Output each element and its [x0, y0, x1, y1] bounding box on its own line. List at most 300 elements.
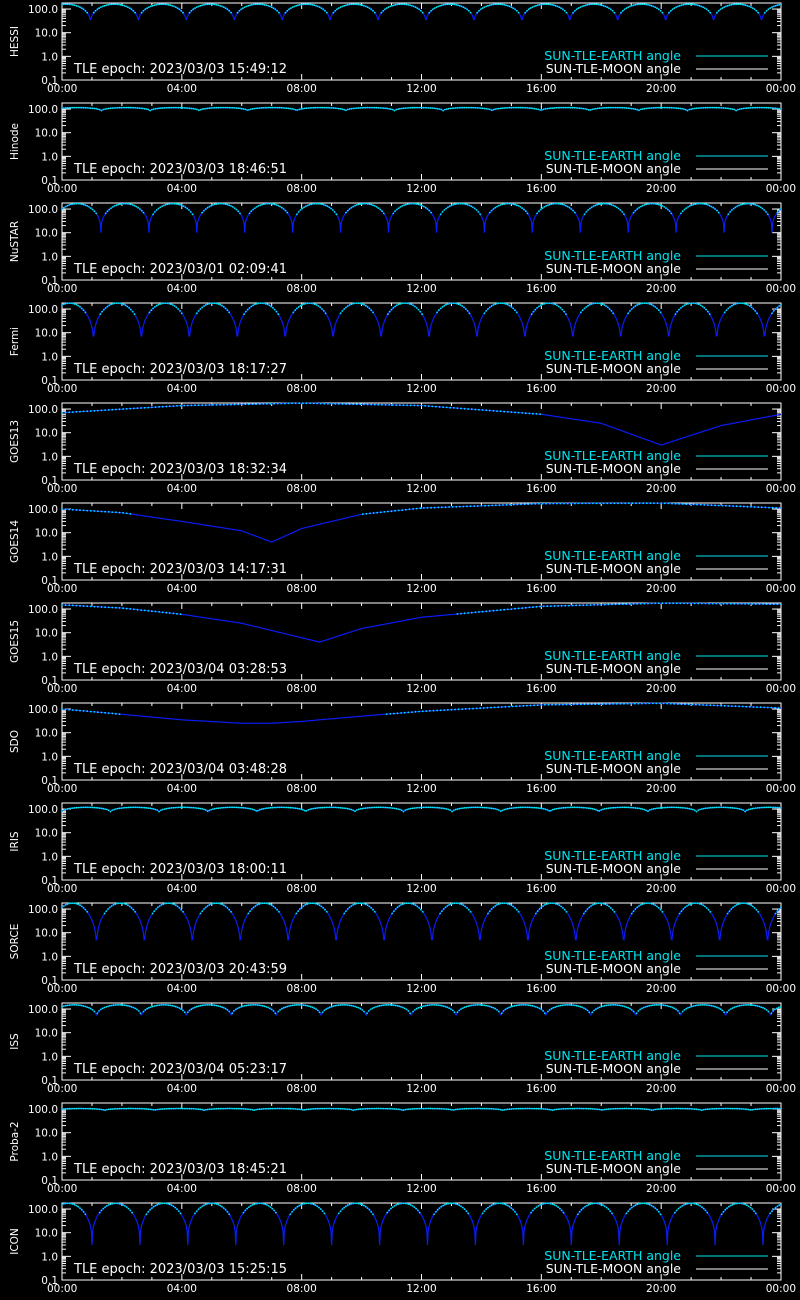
sun-tle-earth-point: [410, 203, 412, 205]
x-tick-label: 20:00: [646, 483, 677, 495]
sun-tle-earth-point: [86, 1006, 88, 1008]
sun-tle-earth-point: [697, 1109, 699, 1111]
sun-tle-earth-point: [556, 304, 558, 306]
sun-tle-earth-point: [261, 204, 263, 206]
y-tick-label: 1.0: [41, 251, 58, 264]
sun-tle-earth-point: [701, 603, 703, 605]
sun-tle-earth-point: [457, 407, 459, 409]
sun-tle-earth-point: [252, 304, 254, 306]
sun-tle-earth-point: [485, 807, 487, 809]
sun-tle-earth-point: [250, 108, 252, 110]
y-tick-label: 1.0: [41, 1151, 58, 1164]
sun-tle-earth-point: [629, 310, 631, 312]
sun-tle-earth-point: [595, 108, 597, 110]
sun-tle-earth-point: [447, 206, 449, 208]
sun-tle-earth-point: [753, 808, 755, 810]
sun-tle-earth-point: [626, 807, 628, 809]
sun-tle-earth-point: [520, 807, 522, 809]
sun-tle-earth-point: [122, 1108, 124, 1110]
sun-tle-earth-point: [234, 207, 236, 209]
sun-tle-earth-point: [247, 913, 249, 915]
sun-tle-earth-point: [708, 603, 710, 605]
sun-tle-earth-point: [179, 1007, 181, 1009]
sun-tle-earth-point: [426, 806, 428, 808]
sun-tle-earth-point: [322, 907, 324, 909]
y-tick-label: 10.0: [34, 927, 58, 940]
sun-tle-earth-point: [356, 1109, 358, 1111]
sun-tle-earth-point: [424, 807, 426, 809]
sun-tle-earth-point: [216, 1005, 218, 1007]
sun-tle-earth-point: [260, 3, 262, 5]
sun-tle-earth-point: [476, 806, 478, 808]
sun-tle-earth-point: [63, 207, 65, 209]
sun-tle-earth-point: [114, 1004, 116, 1006]
sun-tle-earth-point: [599, 902, 601, 904]
y-tick-label: 0.1: [41, 375, 58, 387]
sun-tle-earth-point: [264, 4, 266, 6]
sun-tle-earth-point: [511, 6, 513, 8]
sun-tle-earth-point: [412, 1108, 414, 1110]
sun-tle-earth-point: [736, 3, 738, 5]
sun-tle-earth-point: [189, 1010, 191, 1012]
sun-tle-earth-point: [610, 907, 612, 909]
sun-tle-earth-point: [618, 208, 620, 210]
sun-tle-earth-point: [119, 303, 121, 305]
sun-tle-earth-point: [374, 807, 376, 809]
sun-tle-earth-point: [237, 1008, 239, 1010]
sun-tle-earth-point: [469, 807, 471, 809]
sun-tle-earth-point: [97, 1108, 99, 1110]
sun-tle-earth-point: [162, 406, 164, 408]
sun-tle-earth-point: [379, 1005, 381, 1007]
sun-tle-earth-point: [649, 1109, 651, 1111]
sun-tle-earth-point: [595, 1108, 597, 1110]
sun-tle-earth-point: [491, 807, 493, 809]
sun-tle-earth-point: [735, 303, 737, 305]
sun-tle-earth-point: [140, 1108, 142, 1110]
sun-tle-earth-point: [675, 313, 677, 315]
sun-tle-earth-point: [470, 911, 472, 913]
sun-tle-earth-point: [593, 1108, 595, 1110]
sun-tle-earth-point: [163, 302, 165, 304]
sun-tle-earth-point: [760, 1006, 762, 1008]
sun-tle-earth-point: [756, 10, 758, 12]
sun-tle-earth-point: [720, 8, 722, 10]
sun-tle-earth-point: [775, 507, 777, 509]
sun-tle-earth-point: [584, 807, 586, 809]
sun-tle-earth-point: [455, 809, 457, 811]
sun-tle-earth-point: [615, 603, 617, 605]
sun-tle-earth-point: [295, 109, 297, 111]
sun-tle-earth-point: [234, 404, 236, 406]
sun-tle-earth-point: [307, 809, 309, 811]
sun-tle-earth-point: [104, 1007, 106, 1009]
sun-tle-earth-point: [464, 906, 466, 908]
sun-tle-earth-point: [558, 306, 560, 308]
sun-tle-earth-point: [150, 1006, 152, 1008]
sun-tle-earth-point: [280, 107, 282, 109]
sun-tle-earth-point: [122, 807, 124, 809]
sun-tle-earth-point: [744, 811, 746, 813]
sun-tle-earth-point: [331, 1006, 333, 1008]
sun-tle-earth-point: [651, 107, 653, 109]
sun-tle-earth-point: [561, 204, 563, 206]
sun-tle-earth-point: [430, 212, 432, 214]
sun-tle-earth-point: [265, 4, 267, 6]
sun-tle-earth-point: [352, 403, 354, 405]
sun-tle-earth-point: [534, 807, 536, 809]
sun-tle-earth-point: [86, 12, 88, 14]
sun-tle-earth-point: [709, 704, 711, 706]
sun-tle-earth-point: [102, 1008, 104, 1010]
sun-tle-earth-point: [498, 903, 500, 905]
sun-tle-earth-point: [285, 210, 287, 212]
sun-tle-earth-point: [503, 107, 505, 109]
x-tick-label: 00:00: [47, 1083, 78, 1095]
sun-tle-earth-point: [738, 205, 740, 207]
sun-tle-earth-point: [198, 109, 200, 111]
sun-tle-earth-point: [445, 906, 447, 908]
sun-tle-earth-point: [311, 107, 313, 109]
sun-tle-earth-point: [746, 1108, 748, 1110]
sun-tle-earth-point: [775, 107, 777, 109]
sun-tle-earth-point: [621, 211, 623, 213]
sun-tle-earth-point: [775, 1108, 777, 1110]
sun-tle-earth-point: [349, 1109, 351, 1111]
legend-moon-label: SUN-TLE-MOON angle: [545, 1161, 681, 1176]
sun-tle-earth-point: [611, 1108, 613, 1110]
sun-tle-earth-point: [729, 910, 731, 912]
sun-tle-earth-point: [373, 512, 375, 514]
sun-tle-earth-point: [691, 3, 693, 5]
sun-tle-earth-point: [300, 108, 302, 110]
sun-tle-earth-point: [754, 204, 756, 206]
sun-tle-earth-point: [723, 807, 725, 809]
sun-tle-earth-point: [252, 403, 254, 405]
sun-tle-earth-point: [478, 211, 480, 213]
sun-tle-earth-point: [367, 6, 369, 8]
sun-tle-earth-point: [70, 902, 72, 904]
sun-tle-earth-point: [412, 304, 414, 306]
sun-tle-earth-point: [671, 213, 673, 215]
sun-tle-earth-point: [111, 1005, 113, 1007]
sun-tle-earth-point: [602, 107, 604, 109]
sun-tle-earth-point: [200, 1005, 202, 1007]
sun-tle-earth-point: [635, 305, 637, 307]
sun-tle-earth-point: [107, 908, 109, 910]
sun-tle-earth-point: [404, 1008, 406, 1010]
sun-tle-earth-point: [155, 809, 157, 811]
sun-tle-earth-point: [117, 808, 119, 810]
sun-tle-earth-point: [678, 503, 680, 505]
sun-tle-earth-point: [247, 309, 249, 311]
sun-tle-earth-point: [63, 1005, 65, 1007]
sun-tle-earth-point: [587, 1010, 589, 1012]
sun-tle-earth-point: [410, 304, 412, 306]
sun-tle-earth-point: [753, 1109, 755, 1111]
sun-tle-earth-point: [313, 1007, 315, 1009]
sun-tle-earth-point: [170, 1005, 172, 1007]
sun-tle-earth-point: [600, 303, 602, 305]
sun-tle-earth-point: [633, 603, 635, 605]
sun-tle-earth-point: [417, 405, 419, 407]
sun-tle-earth-point: [489, 807, 491, 809]
sun-tle-earth-point: [511, 203, 513, 205]
sun-tle-earth-point: [778, 1007, 780, 1009]
sun-tle-earth-point: [196, 109, 198, 111]
sun-tle-earth-point: [356, 204, 358, 206]
sun-tle-earth-point: [83, 309, 85, 311]
sun-tle-earth-point: [119, 203, 121, 205]
sun-tle-earth-point: [629, 108, 631, 110]
sun-tle-earth-point: [509, 305, 511, 307]
sun-tle-earth-point: [390, 1108, 392, 1110]
sun-tle-earth-point: [122, 408, 124, 410]
sun-tle-earth-point: [135, 806, 137, 808]
sun-tle-earth-point: [399, 108, 401, 110]
sun-tle-earth-point: [119, 607, 121, 609]
sun-tle-earth-point: [321, 906, 323, 908]
x-tick-label: 16:00: [526, 183, 557, 195]
sun-tle-earth-point: [658, 8, 660, 10]
sun-tle-earth-point: [536, 1108, 538, 1110]
sun-tle-earth-point: [65, 206, 67, 208]
sun-tle-earth-point: [136, 1009, 138, 1011]
sun-tle-earth-point: [496, 206, 498, 208]
sun-tle-earth-point: [61, 208, 63, 210]
sun-tle-earth-point: [407, 203, 409, 205]
sun-tle-earth-point: [313, 4, 315, 6]
sun-tle-earth-point: [210, 1004, 212, 1006]
sun-tle-earth-point: [536, 606, 538, 608]
sun-tle-earth-point: [97, 410, 99, 412]
sun-tle-earth-point: [419, 107, 421, 109]
sun-tle-earth-point: [396, 304, 398, 306]
sun-tle-earth-point: [435, 1108, 437, 1110]
sun-tle-earth-point: [641, 703, 643, 705]
sun-tle-earth-point: [717, 107, 719, 109]
sun-tle-earth-point: [645, 302, 647, 304]
sun-tle-earth-point: [599, 4, 601, 6]
sun-tle-earth-point: [579, 604, 581, 606]
sun-tle-earth-point: [561, 1108, 563, 1110]
sun-tle-earth-point: [317, 903, 319, 905]
sun-tle-earth-point: [489, 307, 491, 309]
sun-tle-earth-point: [620, 1005, 622, 1007]
sun-tle-earth-point: [545, 205, 547, 207]
sun-tle-earth-point: [367, 1108, 369, 1110]
sun-tle-earth-point: [699, 704, 701, 706]
sun-tle-earth-point: [458, 708, 460, 710]
sun-tle-earth-point: [174, 807, 176, 809]
sun-tle-earth-point: [626, 1006, 628, 1008]
sun-tle-earth-point: [403, 1109, 405, 1111]
sun-tle-earth-point: [469, 312, 471, 314]
sun-tle-earth-point: [270, 1108, 272, 1110]
legend-moon-label: SUN-TLE-MOON angle: [545, 161, 681, 176]
sun-tle-earth-point: [406, 107, 408, 109]
sun-tle-earth-point: [570, 1004, 572, 1006]
sun-tle-earth-point: [321, 7, 323, 9]
sun-tle-earth-point: [775, 807, 777, 809]
sun-tle-earth-point: [628, 502, 630, 504]
sun-tle-earth-point: [597, 604, 599, 606]
sun-tle-earth-point: [201, 1109, 203, 1111]
sun-tle-earth-point: [441, 4, 443, 6]
sun-tle-earth-point: [119, 807, 121, 809]
sun-tle-earth-point: [756, 312, 758, 314]
sun-tle-earth-point: [76, 807, 78, 809]
sun-tle-earth-point: [404, 809, 406, 811]
panel-ylabel: Hinode: [9, 122, 21, 161]
sun-tle-earth-point: [500, 903, 502, 905]
x-tick-label: 16:00: [526, 683, 557, 695]
sun-tle-earth-point: [515, 705, 517, 707]
sun-tle-earth-point: [709, 313, 711, 315]
sun-tle-earth-point: [588, 109, 590, 111]
sun-tle-earth-point: [660, 807, 662, 809]
sun-tle-earth-point: [690, 108, 692, 110]
sun-tle-earth-point: [259, 107, 261, 109]
sun-tle-earth-point: [414, 203, 416, 205]
sun-tle-earth-point: [61, 304, 63, 306]
sun-tle-earth-point: [360, 808, 362, 810]
sun-tle-earth-point: [750, 506, 752, 508]
sun-tle-earth-point: [540, 704, 542, 706]
sun-tle-earth-point: [307, 107, 309, 109]
x-tick-label: 12:00: [406, 1083, 437, 1095]
sun-tle-earth-point: [717, 705, 719, 707]
sun-tle-earth-point: [712, 1108, 714, 1110]
sun-tle-earth-point: [259, 809, 261, 811]
sun-tle-earth-point: [420, 10, 422, 12]
sun-tle-earth-point: [345, 212, 347, 214]
sun-tle-earth-point: [97, 1012, 99, 1014]
sun-tle-earth-point: [210, 3, 212, 5]
sun-tle-earth-point: [725, 6, 727, 8]
sun-tle-earth-point: [192, 1007, 194, 1009]
sun-tle-earth-point: [700, 203, 702, 205]
sun-tle-earth-point: [647, 1109, 649, 1111]
sun-tle-earth-point: [724, 107, 726, 109]
sun-tle-earth-point: [455, 1109, 457, 1111]
sun-tle-earth-point: [777, 1108, 779, 1110]
sun-tle-earth-point: [133, 107, 135, 109]
sun-tle-earth-point: [672, 806, 674, 808]
sun-tle-earth-point: [621, 502, 623, 504]
sun-tle-earth-point: [566, 807, 568, 809]
sun-tle-earth-point: [146, 1008, 148, 1010]
sun-tle-earth-point: [210, 809, 212, 811]
sun-tle-earth-point: [324, 10, 326, 12]
sun-tle-earth-point: [130, 204, 132, 206]
sun-tle-earth-point: [156, 108, 158, 110]
sun-tle-earth-point: [682, 210, 684, 212]
y-tick-label: 100.0: [27, 304, 58, 317]
sun-tle-earth-point: [398, 905, 400, 907]
sun-tle-earth-point: [391, 510, 393, 512]
sun-tle-earth-point: [342, 1004, 344, 1006]
tle-epoch-label: TLE epoch: 2023/03/03 18:17:27: [74, 362, 288, 377]
sun-tle-earth-point: [531, 6, 533, 8]
sun-tle-earth-point: [607, 307, 609, 309]
sun-tle-earth-point: [613, 1108, 615, 1110]
sun-tle-earth-point: [279, 206, 281, 208]
sun-tle-earth-point: [511, 107, 513, 109]
sun-tle-earth-point: [688, 904, 690, 906]
legend-moon-label: SUN-TLE-MOON angle: [545, 61, 681, 76]
sun-tle-earth-point: [266, 1108, 268, 1110]
sun-tle-earth-point: [608, 7, 610, 9]
sun-tle-earth-point: [732, 1007, 734, 1009]
x-tick-label: 00:00: [47, 583, 78, 595]
sun-tle-earth-point: [239, 108, 241, 110]
sun-tle-earth-point: [301, 1004, 303, 1006]
sun-tle-earth-point: [369, 1108, 371, 1110]
sun-tle-earth-point: [572, 1004, 574, 1006]
sun-tle-earth-point: [602, 808, 604, 810]
sun-tle-earth-point: [699, 809, 701, 811]
sun-tle-earth-point: [423, 507, 425, 509]
sun-tle-earth-point: [365, 903, 367, 905]
sun-tle-earth-point: [606, 1005, 608, 1007]
sun-tle-earth-point: [61, 4, 63, 6]
sun-tle-earth-point: [711, 1005, 713, 1007]
sun-tle-earth-point: [174, 305, 176, 307]
sun-tle-earth-point: [74, 902, 76, 904]
sun-tle-earth-point: [219, 404, 221, 406]
sun-tle-earth-point: [467, 1005, 469, 1007]
sun-tle-earth-point: [322, 1011, 324, 1013]
sun-tle-earth-point: [668, 503, 670, 505]
sun-tle-earth-point: [493, 4, 495, 6]
sun-tle-earth-point: [267, 203, 269, 205]
sun-tle-earth-point: [153, 910, 155, 912]
sun-tle-earth-point: [464, 807, 466, 809]
sun-tle-earth-point: [356, 903, 358, 905]
sun-tle-earth-point: [700, 504, 702, 506]
sun-tle-earth-point: [316, 1108, 318, 1110]
sun-tle-earth-point: [669, 602, 671, 604]
sun-tle-earth-point: [658, 907, 660, 909]
sun-tle-earth-point: [74, 1004, 76, 1006]
sun-tle-earth-point: [573, 1108, 575, 1110]
sun-tle-earth-point: [498, 108, 500, 110]
sun-tle-earth-point: [276, 204, 278, 206]
sun-tle-earth-point: [465, 308, 467, 310]
sun-tle-earth-point: [219, 1006, 221, 1008]
sun-tle-earth-point: [284, 807, 286, 809]
sun-tle-earth-point: [153, 4, 155, 6]
sun-tle-earth-point: [126, 107, 128, 109]
sun-tle-earth-point: [491, 505, 493, 507]
legend-earth-label: SUN-TLE-EARTH angle: [544, 1048, 681, 1063]
sun-tle-earth-point: [295, 1004, 297, 1006]
sun-tle-earth-point: [575, 1108, 577, 1110]
sun-tle-earth-point: [68, 411, 70, 413]
sun-tle-earth-point: [324, 107, 326, 109]
sun-tle-earth-point: [660, 502, 662, 504]
sun-tle-earth-point: [543, 303, 545, 305]
sun-tle-earth-point: [523, 1004, 525, 1006]
sun-tle-earth-point: [110, 1108, 112, 1110]
sun-tle-earth-point: [521, 1108, 523, 1110]
sun-tle-earth-point: [645, 1006, 647, 1008]
sun-tle-earth-point: [586, 1108, 588, 1110]
sun-tle-earth-point: [81, 7, 83, 9]
sun-tle-earth-point: [523, 107, 525, 109]
sun-tle-earth-point: [644, 1108, 646, 1110]
